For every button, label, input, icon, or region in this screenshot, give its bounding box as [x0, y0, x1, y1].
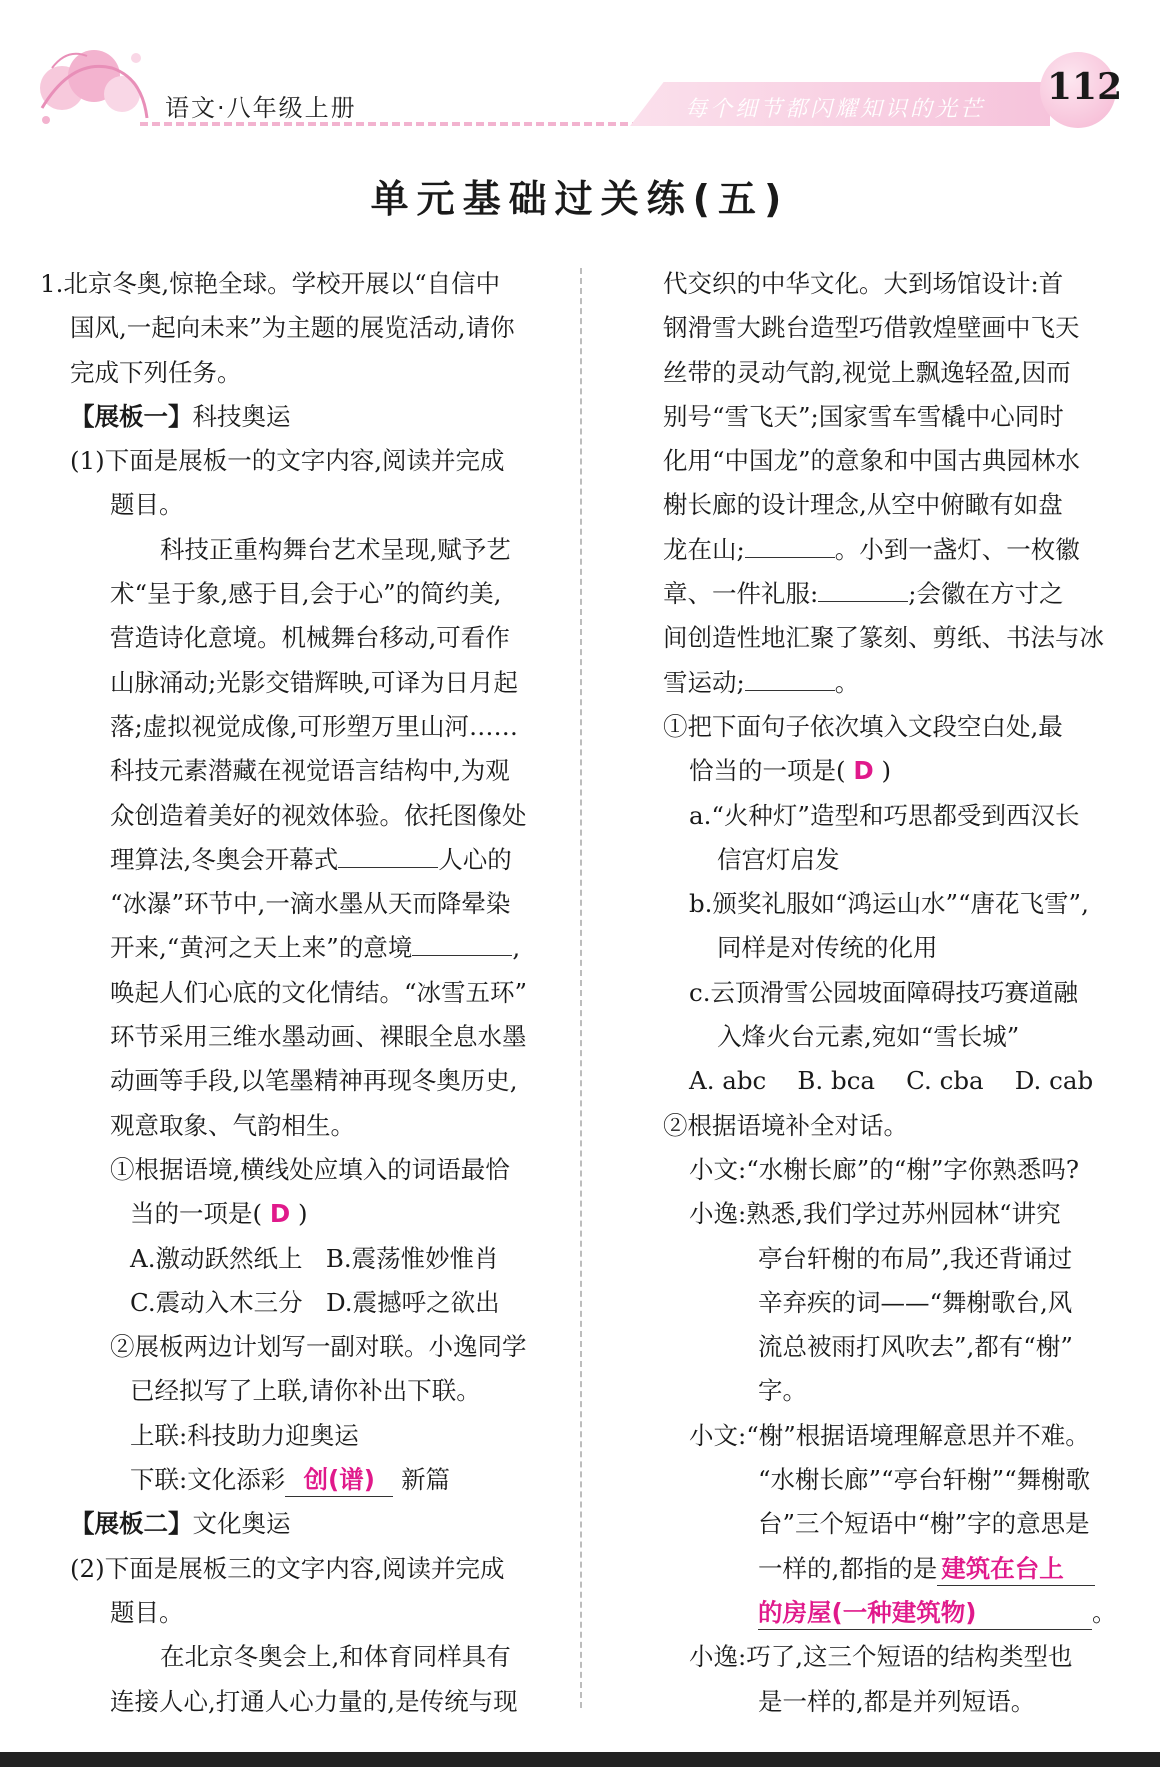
- dialogue-line: [663, 1591, 1125, 1635]
- passage1-line: 唤起人们心底的文化情结。“冰雪五环”: [110, 977, 528, 1007]
- passage2-text: 雪运动;: [663, 667, 745, 697]
- passage2-line: 别号“雪飞天”;国家雪车雪橇中心同时: [663, 401, 1064, 431]
- passage1-line: 动画等手段,以笔墨精神再现冬奥历史,: [110, 1066, 518, 1096]
- sub1-answer: D: [269, 1199, 291, 1229]
- passage2-line: [663, 661, 1125, 705]
- passage1-line: 山脉涌动;光影交错辉映,可译为日月起: [110, 667, 519, 697]
- passage1-text: 人心的: [438, 844, 512, 874]
- dialogue-line: 小文:“水榭长廊”的“榭”字你熟悉吗?: [689, 1154, 1079, 1184]
- sub1-question: [663, 749, 1125, 793]
- passage2-line: 连接人心,打通人心力量的,是传统与现: [110, 1686, 518, 1716]
- dialogue-line: 是一样的,都是并列短语。: [758, 1686, 1036, 1716]
- fill-blank: [338, 841, 438, 868]
- sentence-option: a.“火种灯”造型和巧思都受到西汉长: [689, 800, 1080, 830]
- passage2-line: [663, 572, 1125, 616]
- q1-2-line: 题目。: [110, 1597, 184, 1627]
- q1-1-line: (1)下面是展板一的文字内容,阅读并完成: [70, 446, 505, 476]
- fill-blank: [745, 531, 835, 558]
- dialogue-text: 一样的,都指的是: [758, 1553, 938, 1583]
- couplet-upper: 上联:科技助力迎奥运: [130, 1420, 359, 1450]
- sub1-question: [40, 1192, 560, 1236]
- board2-heading: [40, 1502, 560, 1546]
- passage2-text: 。: [834, 667, 860, 697]
- passage2-line: 代交织的中华文化。大到场馆设计:首: [663, 269, 1064, 298]
- dialogue-line: 辛弃疾的词——“舞榭歌台,风: [758, 1287, 1073, 1317]
- sub1-answer: D: [853, 756, 874, 786]
- dialogue-line: “水榭长廊”“亭台轩榭”“舞榭歌: [758, 1465, 1091, 1495]
- fill-blank: [412, 929, 512, 956]
- passage2-line: 间创造性地汇聚了篆刻、剪纸、书法与冰: [663, 623, 1104, 653]
- q1-stem-line: 完成下列任务。: [70, 357, 242, 387]
- sub1-options: C.震动入木三分 D.震撼呼之欲出: [130, 1287, 500, 1317]
- sub1-question: ①把下面句子依次填入文段空白处,最: [663, 711, 1063, 741]
- bottom-edge-bar: [0, 1752, 1160, 1767]
- dialogue-line: 流总被雨打风吹去”,都有“榭”: [758, 1332, 1073, 1362]
- passage1-line: 环节采用三维水墨动画、裸眼全息水墨: [110, 1022, 527, 1052]
- sentence-option: b.颁奖礼服如“鸿运山水”“唐花飞雪”,: [689, 889, 1089, 919]
- q1-stem-line: 1.北京冬奥,惊艳全球。学校开展以“自信中: [40, 269, 501, 298]
- dialogue-answer: 的房屋(一种建筑物): [758, 1597, 977, 1627]
- passage1-line: [40, 838, 560, 882]
- passage1-text: 开来,“黄河之天上来”的意境: [110, 933, 413, 963]
- sub2-question: 已经拟写了上联,请你补出下联。: [130, 1376, 481, 1406]
- column-divider: [580, 268, 582, 1708]
- dialogue-text: 。: [1092, 1597, 1117, 1627]
- dialogue-line: 小逸:熟悉,我们学过苏州园林“讲究: [689, 1199, 1061, 1229]
- sub1-question: ①根据语境,横线处应填入的词语最恰: [110, 1154, 510, 1184]
- sub1-text: 恰当的一项是(: [689, 756, 846, 786]
- board2-tag: 【展板二】: [70, 1509, 193, 1539]
- passage2-line: 钢滑雪大跳台造型巧借敦煌壁画中飞天: [663, 313, 1080, 343]
- q1-2-line: (2)下面是展板三的文字内容,阅读并完成: [70, 1553, 505, 1583]
- dialogue-line: 字。: [758, 1376, 807, 1406]
- q1-1-line: 题目。: [110, 490, 184, 520]
- passage2-text: 。小到一盏灯、一枚徽: [834, 534, 1080, 564]
- fill-blank: [745, 664, 835, 691]
- passage2-text: ;会徽在方寸之: [908, 579, 1064, 609]
- dialogue-line: [663, 1547, 1125, 1591]
- sentence-option: 信宫灯启发: [717, 844, 840, 874]
- subject-label: 语文·八年级上册: [165, 94, 357, 122]
- sub1-text: 当的一项是(: [130, 1199, 263, 1229]
- passage2-line: 丝带的灵动气韵,视觉上飘逸轻盈,因而: [663, 357, 1071, 387]
- dialogue-line: 小逸:巧了,这三个短语的结构类型也: [689, 1642, 1073, 1672]
- left-column: [40, 262, 560, 1724]
- passage2-line: 在北京冬奥会上,和体育同样具有: [160, 1642, 511, 1672]
- passage1-line: 观意取象、气韵相生。: [110, 1110, 355, 1140]
- header-dash-line: [140, 122, 640, 126]
- dialogue-answer: 建筑在台上: [941, 1553, 1064, 1583]
- board2-name: 文化奥运: [192, 1509, 291, 1539]
- answer-options: A. abc B. bca C. cba D. cab: [689, 1066, 1094, 1096]
- sentence-option: 入烽火台元素,宛如“雪长城”: [717, 1022, 1020, 1052]
- board1-heading: [40, 395, 560, 439]
- dialogue-line: 小文:“榭”根据语境理解意思并不难。: [689, 1420, 1090, 1450]
- sentence-option: 同样是对传统的化用: [717, 933, 938, 963]
- passage2-line: 化用“中国龙”的意象和中国古典园林水: [663, 446, 1081, 476]
- passage2-line: 榭长廊的设计理念,从空中俯瞰有如盘: [663, 490, 1063, 520]
- couplet-lower: [40, 1458, 560, 1502]
- q1-stem-line: 国风,一起向未来”为主题的展览活动,请你: [70, 313, 515, 343]
- couplet-answer: 创(谱): [303, 1465, 375, 1495]
- passage1-line: 营造诗化意境。机械舞台移动,可看作: [110, 623, 510, 653]
- passage1-line: [40, 926, 560, 970]
- page-number: 112: [1047, 66, 1123, 108]
- right-column: [663, 262, 1125, 1724]
- board1-name: 科技奥运: [192, 401, 291, 431]
- sub1-text: ): [298, 1199, 308, 1229]
- couplet-text: 新篇: [401, 1465, 451, 1495]
- dialogue-line: 亭台轩榭的布局”,我还背诵过: [758, 1243, 1073, 1273]
- passage2-text: 章、一件礼服:: [663, 579, 819, 609]
- passage2-text: 龙在山;: [663, 534, 745, 564]
- couplet-text: 下联:文化添彩: [130, 1465, 286, 1495]
- fill-blank: [818, 575, 908, 602]
- passage1-line: 科技元素潜藏在视觉语言结构中,为观: [110, 756, 510, 786]
- slogan-text: 每个细节都闪耀知识的光芒: [685, 97, 986, 122]
- page-title: 单元基础过关练(五): [370, 177, 790, 221]
- passage1-line: “冰瀑”环节中,一滴水墨从天而降晕染: [110, 889, 511, 919]
- sentence-option: c.云顶滑雪公园坡面障碍技巧赛道融: [689, 977, 1079, 1007]
- floral-decoration-icon: [32, 38, 152, 128]
- sub1-options: A.激动跃然纸上 B.震荡惟妙惟肖: [130, 1243, 499, 1273]
- passage1-line: 科技正重构舞台艺术呈现,赋予艺: [160, 534, 511, 564]
- dialogue-line: 台”三个短语中“榭”字的意思是: [758, 1509, 1090, 1539]
- passage1-line: 落;虚拟视觉成像,可形塑万里山河……: [110, 711, 519, 741]
- passage2-line: [663, 528, 1125, 572]
- sub2-question: ②根据语境补全对话。: [663, 1110, 908, 1140]
- sub2-question: ②展板两边计划写一副对联。小逸同学: [110, 1332, 527, 1362]
- page-header: [0, 0, 1160, 150]
- passage1-line: 众创造着美好的视效体验。依托图像处: [110, 800, 527, 830]
- passage1-line: 术“呈于象,感于目,会于心”的简约美,: [110, 579, 502, 609]
- passage1-text: 理算法,冬奥会开幕式: [110, 844, 339, 874]
- board1-tag: 【展板一】: [70, 401, 193, 431]
- passage1-text: ,: [512, 933, 521, 963]
- sub1-text: ): [881, 756, 892, 786]
